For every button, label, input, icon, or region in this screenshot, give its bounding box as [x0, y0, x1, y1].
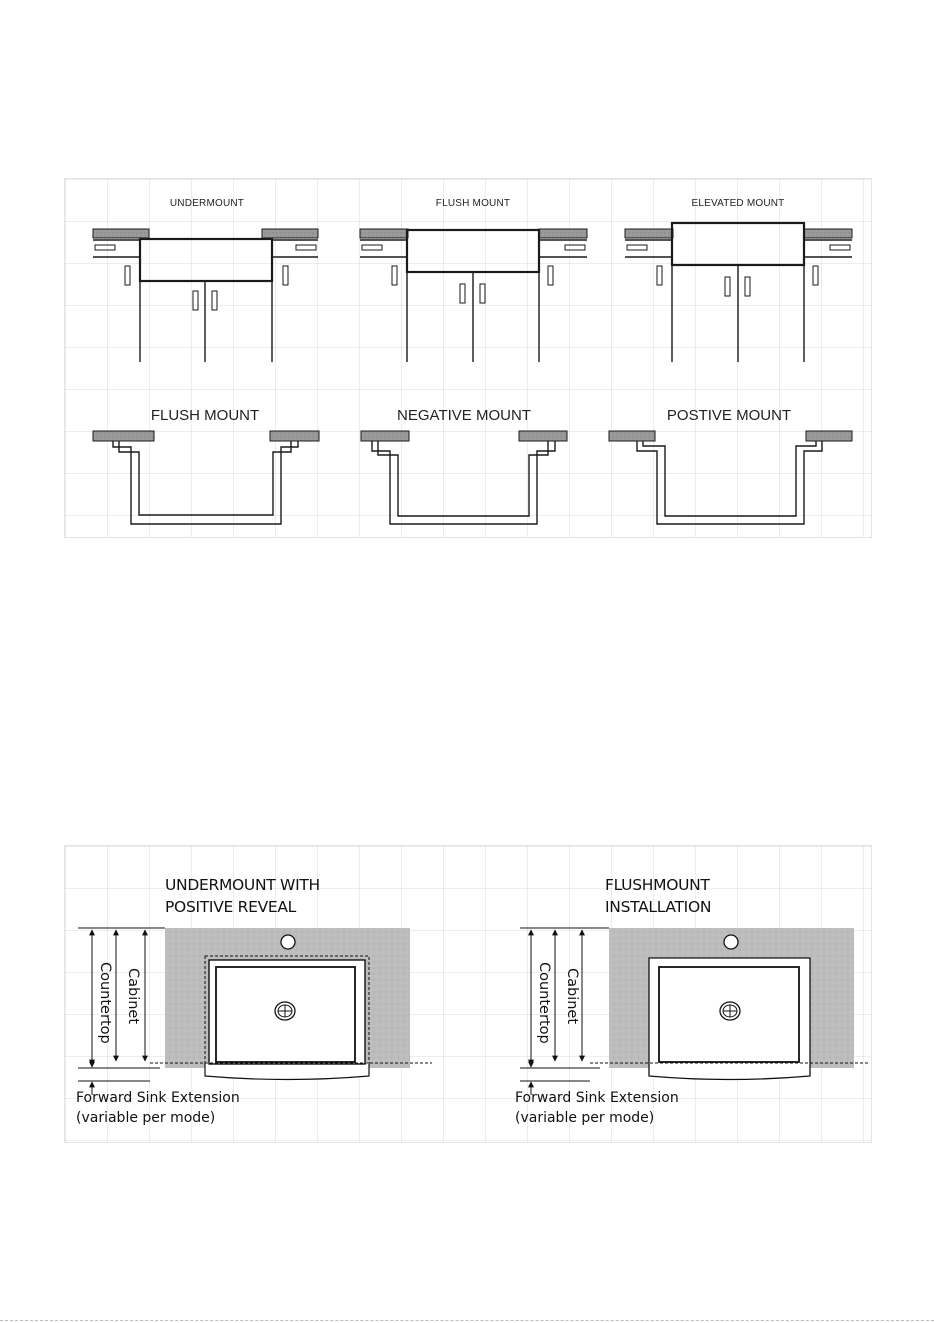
label-positive-mount: POSTIVE MOUNT — [666, 407, 792, 424]
extension-note: (variable per mode) — [515, 1110, 655, 1126]
cabinet-label: Cabinet — [125, 968, 141, 1025]
drain-icon — [720, 1002, 740, 1020]
cabinet-label: Cabinet — [564, 968, 580, 1025]
undermount-title-line1: UNDERMOUNT WITH — [165, 876, 320, 894]
label-flush-mount-section: FLUSH MOUNT — [150, 407, 260, 424]
undermount-title-line2: POSITIVE REVEAL — [165, 898, 297, 916]
flushmount-title-line2: INSTALLATION — [605, 898, 712, 916]
extension-label: Forward Sink Extension — [76, 1090, 240, 1106]
drain-icon — [275, 1002, 295, 1020]
countertop-label: Countertop — [536, 962, 552, 1044]
extension-note: (variable per mode) — [76, 1110, 216, 1126]
label-negative-mount: NEGATIVE MOUNT — [397, 407, 531, 424]
countertop-label: Countertop — [97, 962, 113, 1044]
faucet-hole — [724, 935, 738, 949]
label-elevated-mount: ELEVATED MOUNT — [691, 198, 785, 209]
undermount-title — [165, 874, 320, 918]
page-bottom-rule — [0, 1320, 934, 1321]
label-undermount: UNDERMOUNT — [169, 198, 245, 209]
flushmount-title — [605, 874, 711, 918]
flushmount-title-line1: FLUSHMOUNT — [605, 876, 710, 894]
extension-label: Forward Sink Extension — [515, 1090, 679, 1106]
faucet-hole — [281, 935, 295, 949]
label-flush-mount-elevation: FLUSH MOUNT — [435, 198, 511, 209]
